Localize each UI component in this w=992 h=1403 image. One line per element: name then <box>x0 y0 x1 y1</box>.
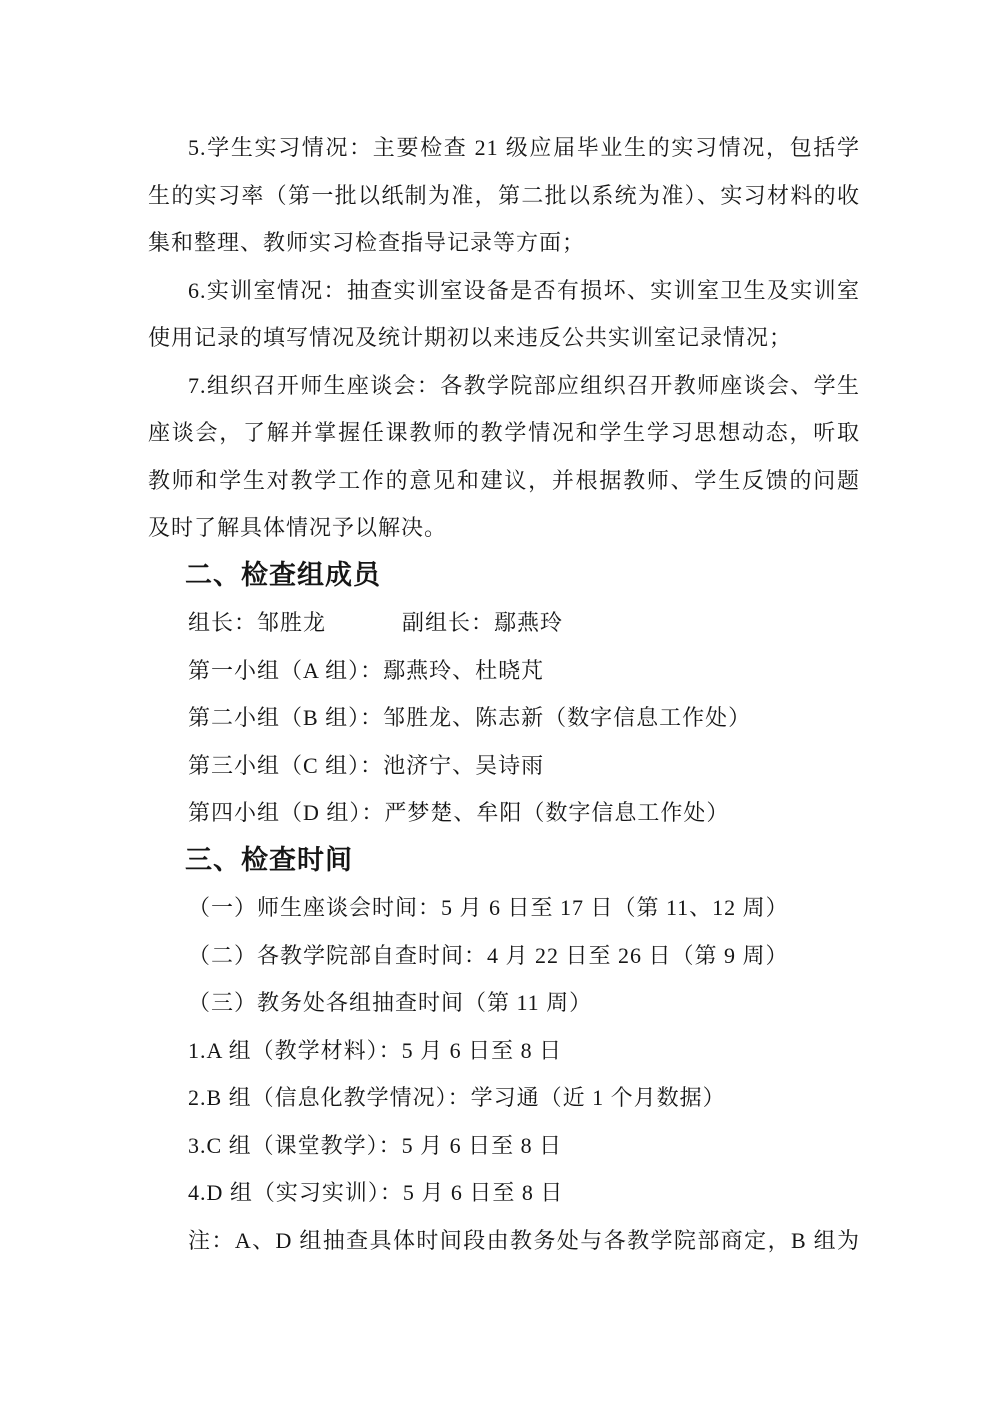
section-heading-schedule: 三、检查时间 <box>185 844 353 875</box>
paragraph-item-6: 6.实训室情况：抽查实训室设备是否有损坏、实训室卫生及实训室使用记录的填写情况及统计期初以来违反公共实训室记录情况； <box>148 277 860 350</box>
paragraph-item-7: 7.组织召开师生座谈会：各教学院部应组织召开教师座谈会、学生座谈会，了解并掌握任课教师的教学情况和学生学习思想动态，听取教师和学生对教学工作的意见和建议，并根据教师、学生反馈的问题及时了解具体情况予以解决。 <box>148 372 860 540</box>
deputy-group-leader-name: 副组长：鄢燕玲 <box>402 610 564 635</box>
paragraph-item-5: 5.学生实习情况：主要检查 21 级应届毕业生的实习情况，包括学生的实习率（第一批以纸制为准，第二批以系统为准）、实习材料的收集和整理、教师实习检查指导记录等方面； <box>148 135 860 255</box>
section-heading-members: 二、检查组成员 <box>185 559 381 590</box>
schedule-item-group-d: 4.D 组（实习实训）：5 月 6 日至 8 日 <box>188 1180 564 1205</box>
schedule-item-self-check-time: （二）各教学院部自查时间：4 月 22 日至 26 日（第 9 周） <box>188 942 789 968</box>
group-leader-name: 组长：邹胜龙 <box>188 610 327 635</box>
member-group-a: 第一小组（A 组）：鄢燕玲、杜晓芃 <box>188 657 545 683</box>
schedule-item-forum-time: （一）师生座谈会时间：5 月 6 日至 17 日（第 11、12 周） <box>188 895 789 920</box>
schedule-item-group-a: 1.A 组（教学材料）：5 月 6 日至 8 日 <box>188 1037 563 1063</box>
member-group-c: 第三小组（C 组）：池济宁、吴诗雨 <box>188 752 545 778</box>
schedule-note: 注：A、D 组抽查具体时间段由教务处与各教学院部商定，B 组为 <box>188 1227 860 1253</box>
schedule-item-group-b: 2.B 组（信息化教学情况）：学习通（近 1 个月数据） <box>188 1085 726 1110</box>
schedule-item-group-c: 3.C 组（课堂教学）：5 月 6 日至 8 日 <box>188 1132 563 1158</box>
member-group-b: 第二小组（B 组）：邹胜龙、陈志新（数字信息工作处） <box>188 705 752 730</box>
member-group-d: 第四小组（D 组）：严梦楚、牟阳（数字信息工作处） <box>188 800 730 825</box>
members-leaders-line <box>148 599 860 647</box>
schedule-item-spot-check-time: （三）教务处各组抽查时间（第 11 周） <box>188 990 593 1015</box>
